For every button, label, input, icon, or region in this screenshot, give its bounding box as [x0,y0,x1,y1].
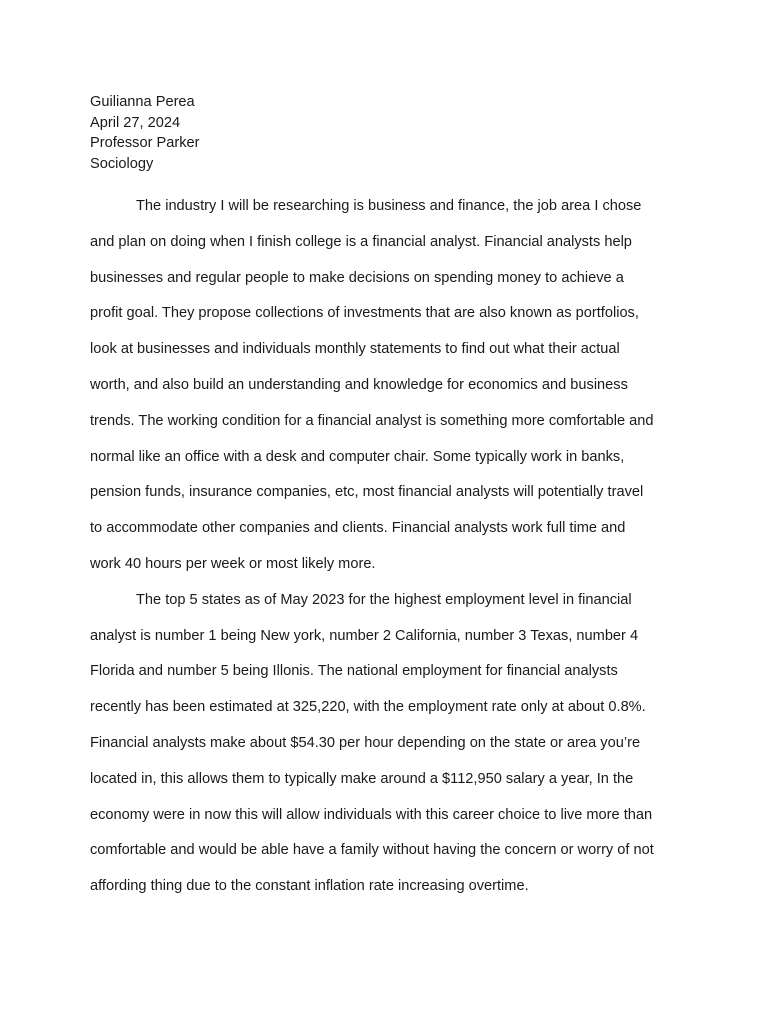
paragraph-1 [90,189,696,583]
text-line: look at businesses and individuals monthly statements to find out what their actual [90,341,620,358]
paragraph-2 [90,583,696,905]
text-line: analyst is number 1 being New york, number 2 California, number 3 Texas, number 4 [90,627,639,644]
text-line: The industry I will be researching is business and finance, the job area I chose [136,198,642,214]
text-line: businesses and regular people to make decisions on spending money to achieve a [90,269,624,286]
text-line: economy were in now this will allow individuals with this career choice to live more than [90,806,653,823]
course-name: Sociology [90,155,154,172]
text-line: trends. The working condition for a financial analyst is something more comfortable and [90,412,654,429]
document-date: April 27, 2024 [90,114,181,131]
text-line: Financial analysts make about $54.30 per hour depending on the state or area you’re [90,734,641,751]
text-line: normal like an office with a desk and computer chair. Some typically work in banks, [90,448,625,465]
text-line: located in, this allows them to typically make around a $112,950 salary a year, In the [90,770,634,787]
text-line: affording thing due to the constant inflation rate increasing overtime. [90,878,529,895]
document-header [90,92,200,174]
professor-name: Professor Parker [90,135,200,151]
text-line: and plan on doing when I finish college is a financial analyst. Financial analysts help [90,233,632,250]
text-line: recently has been estimated at 325,220, with the employment rate only at about 0.8%. [90,699,646,716]
text-line: work 40 hours per week or most likely more. [90,555,376,572]
text-line: worth, and also build an understanding and knowledge for economics and business [90,376,628,393]
text-line: pension funds, insurance companies, etc, most financial analysts will potentially travel [90,484,644,501]
text-line: profit goal. They propose collections of investments that are also known as portfolios, [90,305,639,322]
document-body [90,189,696,905]
text-line: Florida and number 5 being Illonis. The national employment for financial analysts [90,663,618,680]
author-name: Guilianna Perea [90,94,195,110]
text-line: The top 5 states as of May 2023 for the highest employment level in financial [136,591,632,608]
text-line: to accommodate other companies and clients. Financial analysts work full time and [90,520,626,537]
text-line: comfortable and would be able have a family without having the concern or worry of not [90,842,654,859]
